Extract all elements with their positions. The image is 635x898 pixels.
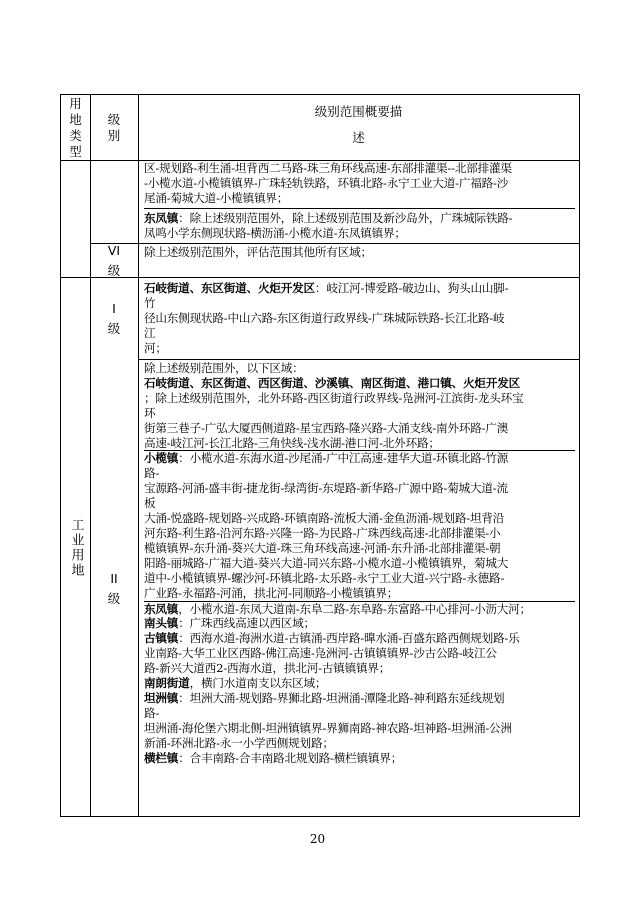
boundary-text: 河；: [144, 340, 167, 355]
header-grade: [90, 95, 138, 160]
grade-numeral: I: [112, 300, 116, 316]
header-description-line1: 级别范围概要描: [314, 104, 403, 119]
boundary-text: 径山东侧现状路-中山六路-东区街道行政界线-广珠城际铁路-长江北路-岐: [144, 310, 505, 325]
boundary-text: ：西海水道-海洲水道-古镇涌-西岸路-曍水涌-百盛东路西侧规划路-乐: [178, 631, 520, 646]
desc-line: [144, 602, 575, 617]
grade-suffix: 级: [107, 320, 121, 336]
desc-line: [144, 191, 575, 209]
desc-line: [144, 311, 575, 326]
grade-ii-desc: [139, 361, 579, 817]
boundary-text: ：广珠西线高速以西区域；: [178, 616, 315, 631]
boundary-text: 广业路-永福路-河涌，拱北河-同顺路-小榄镇镇界；: [144, 585, 399, 600]
stack-char: 别: [107, 127, 121, 143]
desc-line: [144, 391, 575, 406]
desc-line: [144, 676, 575, 691]
desc-line: [144, 161, 575, 176]
boundary-text: ：合丰南路-合丰南路北规划路-横栏镇镇界；: [178, 750, 403, 765]
header-description: [138, 99, 579, 160]
place-name: 南朗街道: [144, 676, 190, 691]
desc-line: [144, 226, 575, 241]
header-land-type: [61, 95, 90, 160]
desc-line: [144, 361, 575, 376]
boundary-text: 河东路-利生路-沿河东路-兴隆一路-为民路-广珠西线高速-北部排灌渠-小: [144, 525, 501, 540]
boundary-text: 路-: [144, 705, 160, 720]
desc-line: [144, 481, 575, 496]
desc-line: [144, 245, 575, 260]
boundary-text: 道中-小榄镇镇界-螺沙河-环镇北路-太乐路-永宁工业大道-兴宁路-永德路-: [144, 570, 505, 585]
desc-line: [144, 451, 575, 466]
boundary-text: 大涌-悦盛路-规划路-兴成路-环镇南路-流板大涌-金鱼沥涌-规划路-坦背沿: [144, 511, 505, 526]
boundary-text: 除上述级别范围外，以下区域：: [144, 361, 304, 375]
land-grade-table: [60, 94, 580, 817]
desc-line: [144, 721, 575, 736]
boundary-text: 环: [144, 405, 156, 420]
place-name: 石岐街道、东区街道、西区街道、沙溪镇、南区街道、港口镇、火炬开发区: [144, 375, 520, 390]
desc-line: [144, 296, 575, 311]
desc-line: [144, 176, 575, 191]
desc-line: [144, 646, 575, 661]
grade-ii-label: [90, 360, 138, 817]
desc-line: [144, 526, 575, 541]
desc-line: [144, 281, 575, 296]
boundary-text: 街第三巷子-广弘大厦西侧道路-星宝西路-隆兴路-大涌支线-南外环路-广澳: [144, 420, 509, 435]
row-continuation-desc: [139, 161, 579, 243]
desc-line: [144, 661, 575, 676]
boundary-text: ，横门水道南支以东区域；: [189, 676, 327, 691]
boundary-text: 新涌-环洲北路-永一小学西侧规划路；: [144, 735, 334, 750]
place-name: 石岐街道、东区街道、火炬开发区: [144, 281, 315, 295]
boundary-text: ：岐江河-博爱路-破边山、狗头山山脚-: [314, 281, 509, 295]
grade-vi-desc: [139, 245, 579, 277]
boundary-text: 宝源路-河涌-盛丰街-捷龙街-绿湾街-东堤路-新华路-广源中路-菊城大道-流: [144, 481, 508, 496]
boundary-text: 区-规划路-利生涌-坦背西二马路-珠三角环线高速-东部排灌渠--北部排灌渠: [144, 161, 512, 175]
stack-char: 级: [107, 111, 121, 127]
boundary-text: ，小榄水道-东凤大道南-东阜二路-东阜路-东富路-中心排河-小沥大河；: [178, 601, 531, 616]
boundary-text: 阳路-丽城路-广福大道-葵兴大道-同兴东路-小榄水道-小榄镇镇界，菊城大: [144, 555, 509, 570]
row-divider-3: [138, 359, 579, 360]
boundary-text: ：坦洲大涌-规划路-界狮北路-坦洲涌-潭隆北路-神利路东延线规划: [178, 690, 505, 705]
boundary-text: 凤鸣小学东侧现状路-横沥涌-小榄水道-东凤镇镇界；: [144, 225, 406, 240]
desc-line: [144, 466, 575, 481]
desc-line: [144, 541, 575, 556]
place-name: 东凤镇: [144, 210, 179, 225]
grade-i-desc: [139, 281, 579, 359]
desc-line: [144, 406, 575, 421]
place-name: 古镇镇: [144, 631, 179, 646]
grade-numeral: VI: [107, 242, 121, 258]
desc-line: [144, 376, 575, 391]
stack-text: 工业用地: [68, 517, 84, 578]
stack-char: 用: [69, 95, 82, 111]
grade-suffix: 级: [107, 590, 121, 606]
boundary-text: 路-新兴大道西2-西海水道，拱北河-古镇镇镇界；: [144, 661, 391, 676]
grade-i-label: [90, 278, 138, 359]
desc-line: [144, 631, 575, 646]
desc-line: [144, 436, 575, 452]
place-name: 南头镇: [144, 616, 179, 631]
desc-line: [144, 736, 575, 751]
boundary-text: ：小榄水道-东海水道-沙尾涌-广中江高速-建华大道-环镇北路-竹源: [178, 451, 509, 466]
category-industrial: [61, 278, 90, 817]
boundary-text: 路-: [144, 466, 160, 481]
place-name: 坦洲镇: [144, 690, 179, 705]
desc-line: [144, 209, 575, 226]
boundary-text: 竹: [144, 295, 156, 310]
stack-char: 型: [69, 143, 82, 159]
grade-suffix: 级: [107, 262, 121, 278]
boundary-text: ；除上述级别范围外，北外环路-西区街道行政界线-凫洲河-江滨街-龙头环宝: [144, 390, 524, 405]
header-description-line2: 述: [352, 130, 365, 145]
place-name: 小榄镇: [144, 451, 179, 466]
boundary-text: 榄镇镇界-东升涌-葵兴大道-珠三角环线高速-河涌-东升涌-北部排灌渠-朝: [144, 540, 501, 555]
desc-line: [144, 616, 575, 631]
place-name: 横栏镇: [144, 750, 179, 765]
stack-char: 类: [69, 127, 82, 143]
boundary-text: 江: [144, 325, 156, 340]
desc-line: [144, 706, 575, 721]
desc-line: [144, 751, 575, 766]
desc-line: [144, 496, 575, 511]
desc-line: [144, 326, 575, 341]
boundary-text: 高速-岐江河-长江北路-三角快线-浅水湖-港口河-北外环路；: [144, 435, 440, 450]
desc-line: [144, 586, 575, 602]
desc-line: [144, 556, 575, 571]
grade-numeral: II: [110, 570, 118, 586]
boundary-text: -小榄水道-小榄镇镇界-广珠轻轨铁路，环镇北路-永宁工业大道-广福路-沙: [144, 175, 509, 190]
page-number: 20: [309, 832, 326, 846]
row-divider-1: [90, 243, 579, 244]
boundary-text: 坦洲涌-海伦堡六期北侧-坦洲镇镇界-界狮南路-神农路-坦神路-坦洲涌-公洲: [144, 720, 512, 735]
desc-line: [144, 571, 575, 586]
desc-line: [144, 341, 575, 356]
place-name: 东凤镇: [144, 601, 179, 616]
stack-char: 地: [69, 111, 82, 127]
row-divider-2: [61, 277, 579, 278]
boundary-text: 业南路-大华工业区西路-佛江高速-凫洲河-古镇镇镇界-沙古公路-岐江公: [144, 646, 497, 661]
desc-line: [144, 511, 575, 526]
boundary-text: 尾涌-菊城大道-小榄镇镇界；: [144, 190, 289, 205]
desc-line: [144, 421, 575, 436]
desc-line: [144, 691, 575, 706]
boundary-text: 板: [144, 496, 156, 511]
boundary-text: ：除上述级别范围外，除上述级别范围及新沙岛外，广珠城际铁路-: [178, 210, 513, 225]
grade-vi-label: [90, 244, 138, 277]
boundary-text: 除上述级别范围外，评估范围其他所有区域；: [144, 245, 372, 259]
